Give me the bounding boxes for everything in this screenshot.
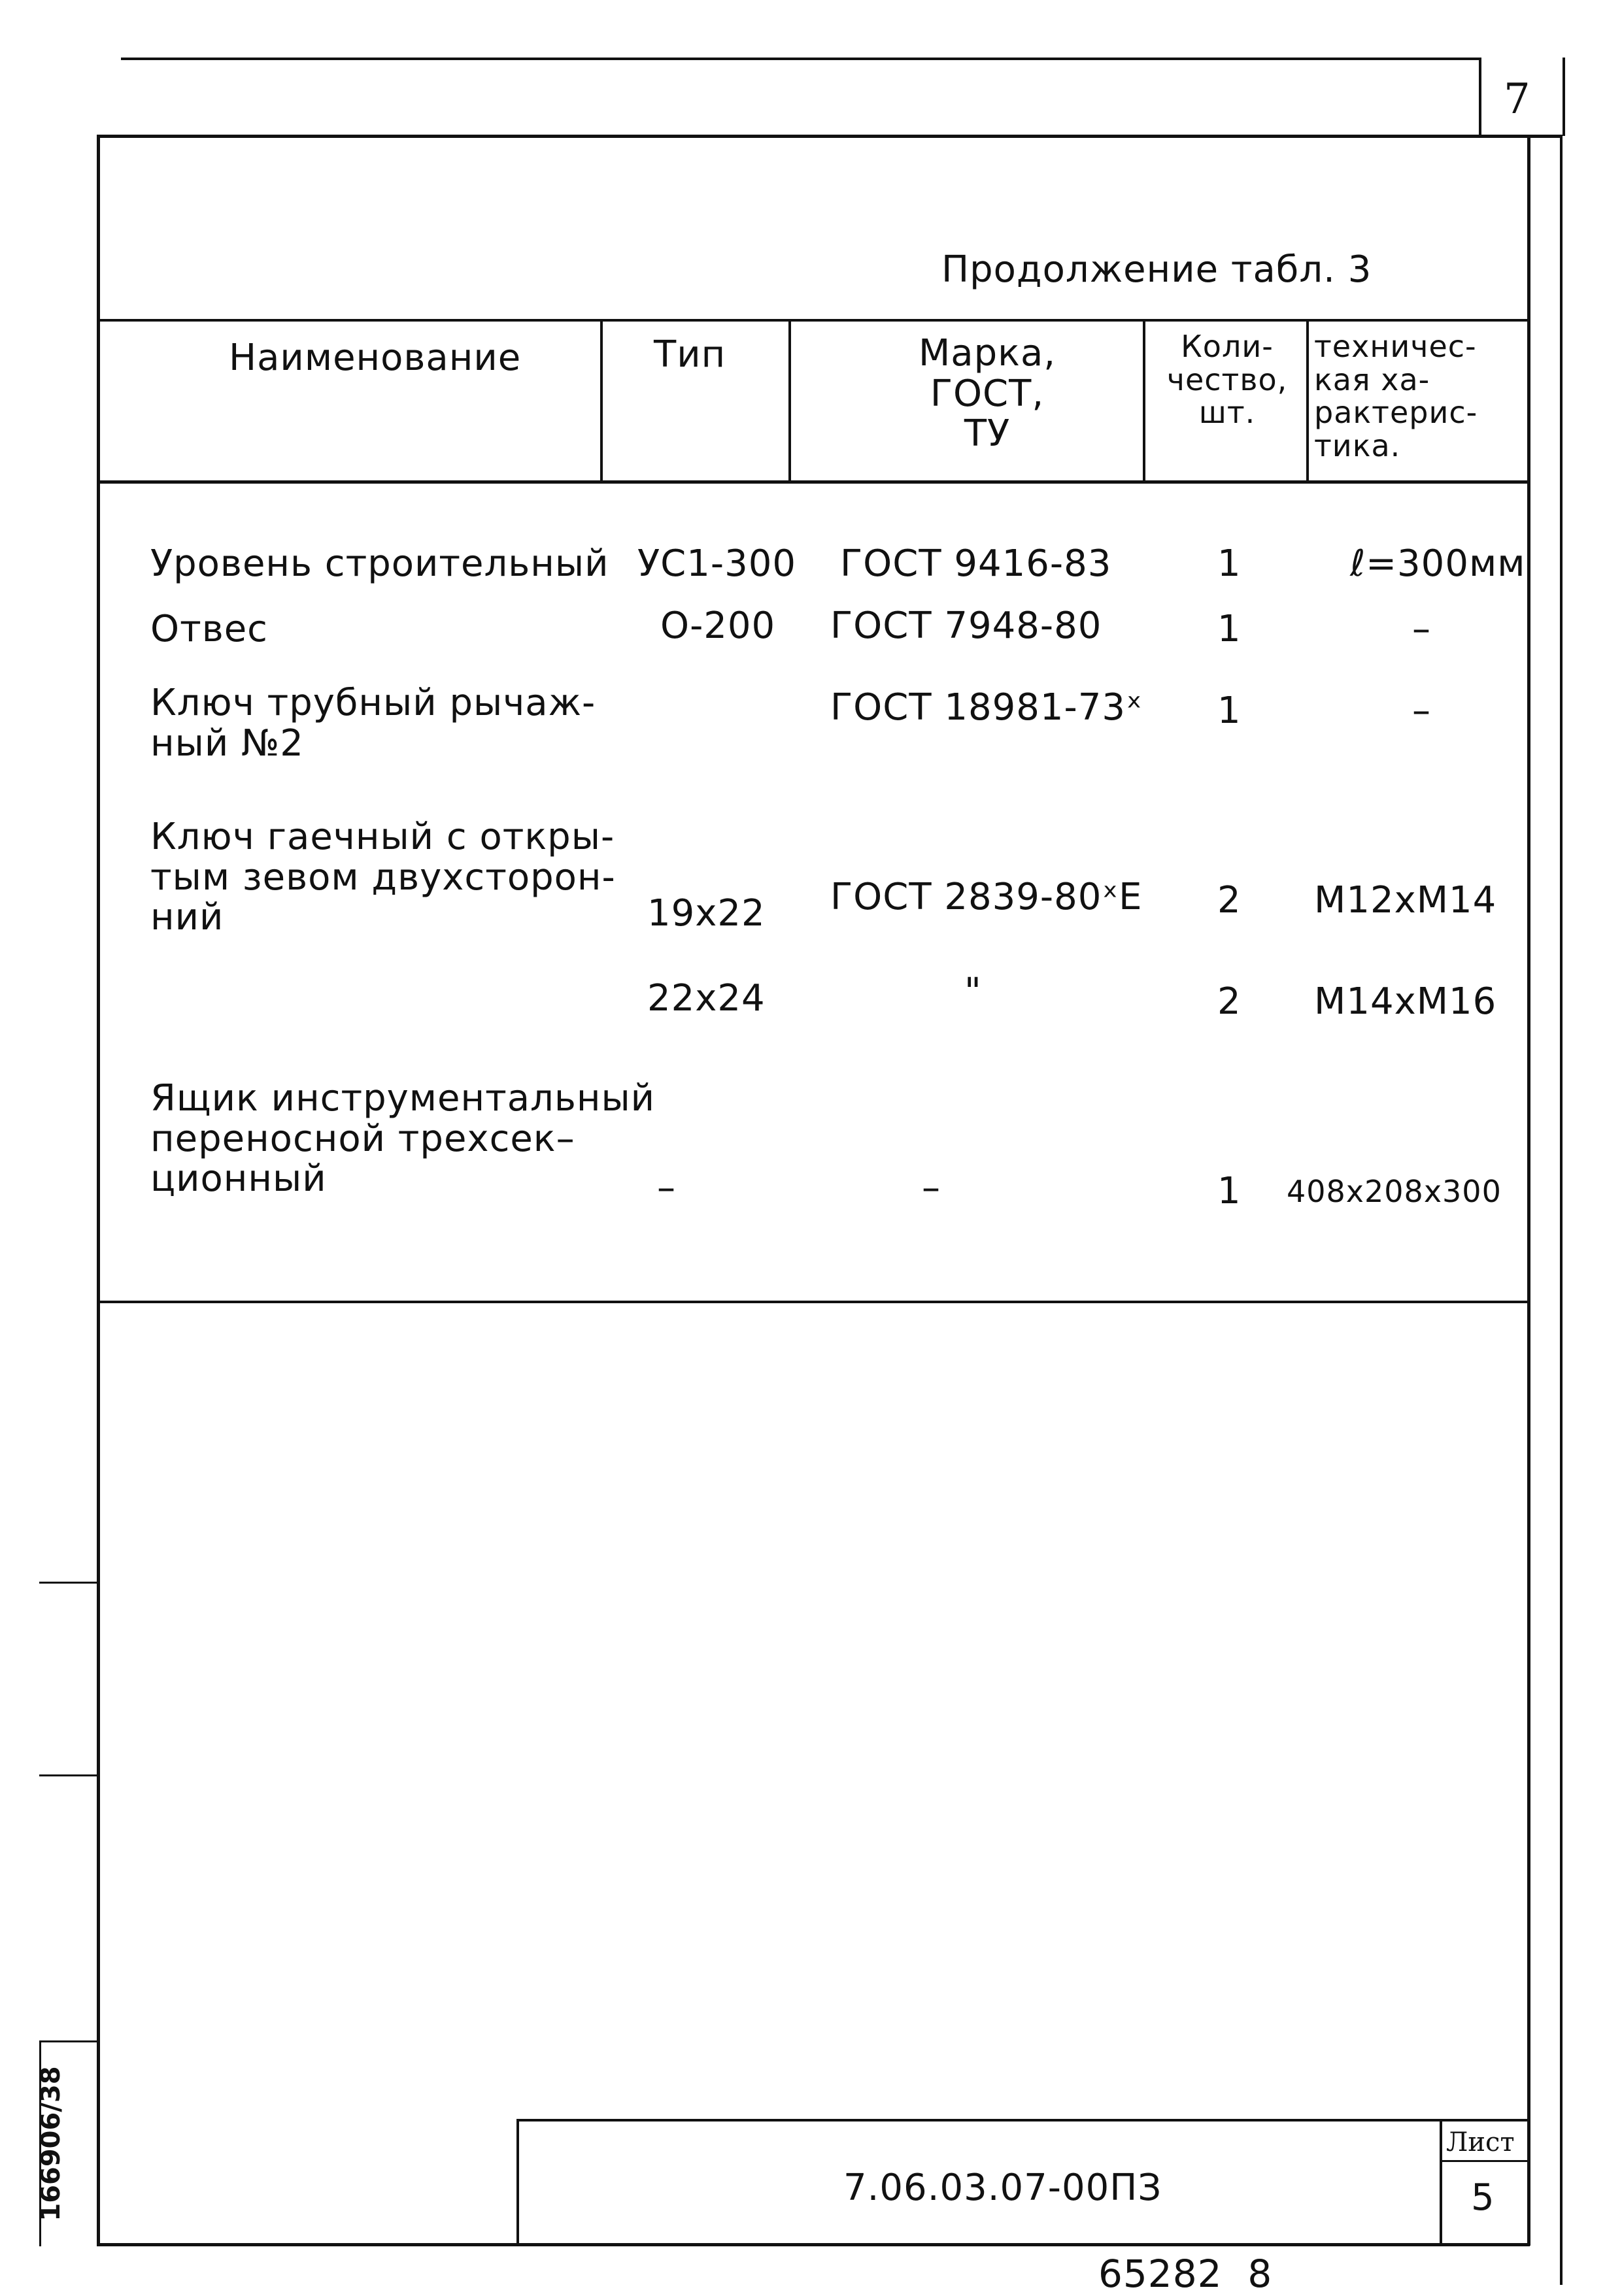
stamp-top	[516, 2119, 1530, 2121]
header-qty: Коли- чество, шт.	[1166, 329, 1288, 431]
page-box-left	[1479, 58, 1481, 136]
stamp-doc-code: 7.06.03.07-00ПЗ	[843, 2167, 1162, 2209]
margin-tick-2	[39, 1774, 99, 1776]
header-top-line	[97, 319, 1530, 322]
col-divider-1	[600, 319, 603, 482]
row3-tech: –	[1412, 690, 1431, 732]
row4-qty: 2	[1217, 879, 1242, 922]
margin-tick-1	[39, 1582, 99, 1584]
row6-tech: 408х208х300	[1287, 1174, 1502, 1209]
row2-tech: –	[1412, 608, 1431, 650]
stamp-left	[516, 2119, 519, 2246]
frame-right-outer	[1560, 135, 1563, 2285]
row1-qty: 1	[1217, 542, 1242, 585]
row6-qty: 1	[1217, 1170, 1242, 1212]
col-divider-4	[1306, 319, 1309, 482]
row4-name: Ключ гаечный с откры- тым зевом двухсторон- ний	[150, 816, 616, 939]
frame-bottom	[97, 2243, 1530, 2246]
row6-type: –	[657, 1167, 676, 1209]
page-number-top: 7	[1504, 75, 1531, 124]
table-end-line	[97, 1301, 1530, 1303]
header-tech: техничес- кая ха- рактерис- тика.	[1314, 329, 1478, 463]
row6-name: Ящик инструментальный переносной трехсек– ционный	[150, 1077, 656, 1201]
row6-brand: –	[922, 1167, 941, 1209]
row1-type: УС1-300	[637, 542, 796, 585]
row1-tech: ℓ=300мм	[1350, 542, 1526, 585]
col-divider-2	[788, 319, 791, 482]
header-brand: Марка, ГОСТ, ТУ	[918, 332, 1056, 456]
row1-name: Уровень строительный	[150, 542, 609, 585]
row5-brand: "	[964, 971, 982, 1013]
stamp-sheet-line	[1440, 2160, 1530, 2162]
row5-tech: М14хМ16	[1314, 980, 1497, 1023]
row2-qty: 1	[1217, 608, 1242, 650]
row2-brand: ГОСТ 7948-80	[830, 605, 1102, 647]
table-title: Продолжение табл. 3	[941, 248, 1372, 291]
header-type: Тип	[654, 333, 726, 376]
side-inventory: 166906/38	[36, 2066, 66, 2221]
row5-type: 22x24	[647, 977, 766, 1020]
stamp-sheet-number: 5	[1471, 2176, 1495, 2219]
row3-name: Ключ трубный рычаж- ный №2	[150, 682, 596, 765]
frame-top	[97, 135, 1563, 138]
bottom-numbers: 65282 8	[1098, 2252, 1273, 2296]
row4-brand: ГОСТ 2839-80ˣЕ	[830, 876, 1143, 918]
header-name: Наименование	[229, 337, 522, 379]
row3-brand: ГОСТ 18981-73ˣ	[830, 686, 1143, 729]
page-box-right	[1563, 58, 1565, 136]
col-divider-3	[1143, 319, 1145, 482]
row1-brand: ГОСТ 9416-83	[840, 542, 1112, 585]
row2-name: Отвес	[150, 608, 268, 650]
row4-tech: М12хМ14	[1314, 879, 1497, 922]
stamp-sheet-divider	[1440, 2119, 1442, 2246]
frame-right	[1527, 135, 1530, 2246]
row3-qty: 1	[1217, 690, 1242, 732]
row4-type: 19x22	[647, 892, 766, 935]
frame-left	[97, 135, 100, 2246]
row5-qty: 2	[1217, 980, 1242, 1023]
stamp-sheet-label: Лист	[1446, 2127, 1515, 2157]
header-bottom-line	[97, 480, 1530, 484]
margin-tick-3	[39, 2040, 99, 2042]
row2-type: О-200	[660, 605, 776, 647]
top-line	[121, 58, 1481, 60]
